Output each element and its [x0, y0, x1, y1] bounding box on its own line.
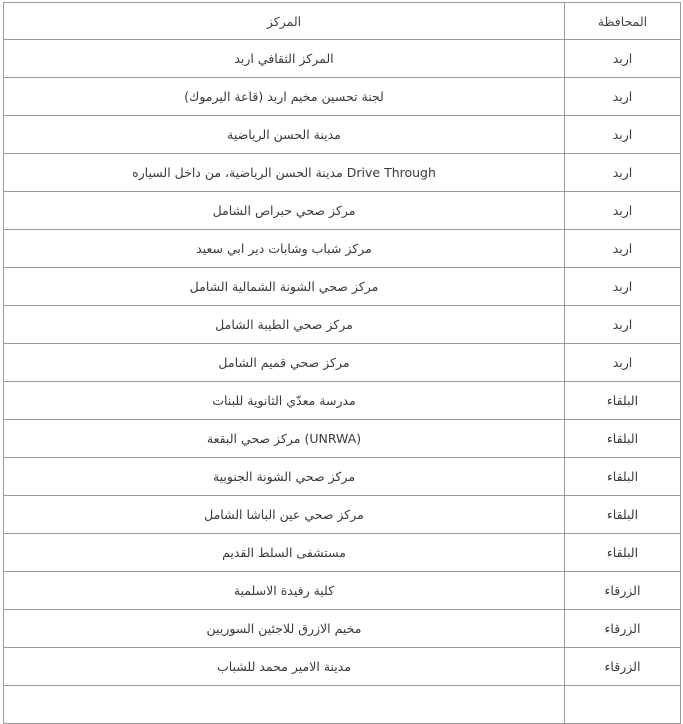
cell-governorate: اربد	[565, 78, 681, 116]
cell-governorate: اربد	[565, 192, 681, 230]
cell-center: كلية رفيدة الاسلمية	[4, 572, 565, 610]
cell-governorate: اربد	[565, 40, 681, 78]
table-row	[4, 420, 681, 458]
header-governorate: المحافظة	[565, 3, 681, 40]
table-row	[4, 40, 681, 78]
cell-center: مركز صحي عين الباشا الشامل	[4, 496, 565, 534]
cell-center: مدرسة معدّي الثانوية للبنات	[4, 382, 565, 420]
cell-governorate: اربد	[565, 230, 681, 268]
table-row	[4, 268, 681, 306]
cell-center: مدينة الامير محمد للشباب	[4, 648, 565, 686]
vaccination-centers-table-wrap	[3, 2, 680, 724]
table-row	[4, 610, 681, 648]
table-row	[4, 78, 681, 116]
cell-center: لجنة تحسين مخيم اربد (قاعة اليرموك)	[4, 78, 565, 116]
cell-governorate: الزرقاء	[565, 648, 681, 686]
cell-governorate: اربد	[565, 268, 681, 306]
table-body	[4, 40, 681, 724]
cell-center: مدينة الحسن الرياضية، من داخل السياره Drive Through	[4, 154, 565, 192]
table-row	[4, 116, 681, 154]
table-row	[4, 572, 681, 610]
cell-center: مركز شباب وشابات دير ابي سعيد	[4, 230, 565, 268]
table-row	[4, 534, 681, 572]
cell-center: مركز صحي الشونة الشمالية الشامل	[4, 268, 565, 306]
table-row	[4, 154, 681, 192]
cell-center: مخيم الازرق للاجئين السوريين	[4, 610, 565, 648]
cell-governorate: الزرقاء	[565, 572, 681, 610]
table-row	[4, 382, 681, 420]
cell-governorate: البلقاء	[565, 534, 681, 572]
cell-center: المركز الثقافي اربد	[4, 40, 565, 78]
cell-governorate: البلقاء	[565, 420, 681, 458]
table-row	[4, 192, 681, 230]
cell-center: مدينة الحسن الرياضية	[4, 116, 565, 154]
table-row	[4, 648, 681, 686]
cell-governorate: اربد	[565, 344, 681, 382]
table-row	[4, 686, 681, 724]
cell-governorate: الزرقاء	[565, 610, 681, 648]
cell-governorate: البلقاء	[565, 458, 681, 496]
table-row	[4, 230, 681, 268]
cell-governorate: اربد	[565, 116, 681, 154]
cell-governorate: البلقاء	[565, 496, 681, 534]
cell-center: مركز صحي حبراص الشامل	[4, 192, 565, 230]
cell-center: مستشفى السلط القديم	[4, 534, 565, 572]
cell-governorate	[565, 686, 681, 724]
cell-center: مركز صحي الشونة الجنوبية	[4, 458, 565, 496]
table-header-row	[4, 3, 681, 40]
table-row	[4, 496, 681, 534]
header-center: المركز	[4, 3, 565, 40]
table-row	[4, 344, 681, 382]
cell-governorate: اربد	[565, 154, 681, 192]
cell-center: مركز صحي الطيبة الشامل	[4, 306, 565, 344]
cell-center: مركز صحي البقعة (UNRWA)	[4, 420, 565, 458]
table-row	[4, 306, 681, 344]
table-row	[4, 458, 681, 496]
cell-center: مركز صحي قميم الشامل	[4, 344, 565, 382]
vaccination-centers-table	[3, 2, 681, 724]
cell-center	[4, 686, 565, 724]
cell-governorate: البلقاء	[565, 382, 681, 420]
cell-governorate: اربد	[565, 306, 681, 344]
